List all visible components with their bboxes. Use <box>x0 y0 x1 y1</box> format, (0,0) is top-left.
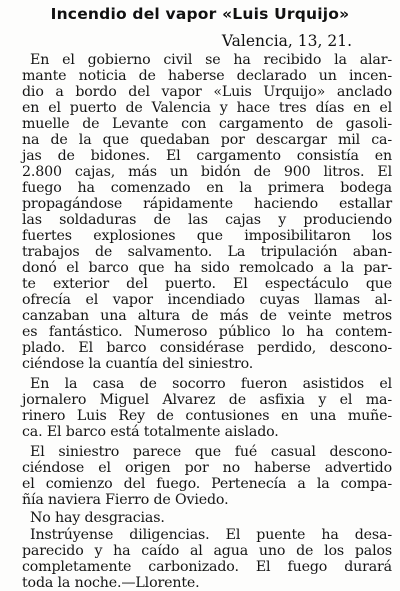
body-line: rinero Luis Rey de contusiones en una muñe- <box>22 408 392 424</box>
body-line: na de la que quedaban por descargar mil ca- <box>22 132 392 148</box>
body-line: fuego ha comenzado en la primera bodega <box>22 180 392 196</box>
body-line: ciéndose la cuantía del siniestro. <box>22 356 254 372</box>
body-line: En la casa de socorro fueron asistidos el <box>30 376 392 392</box>
body-line: ciéndose el origen por no haberse advertido <box>22 460 392 476</box>
body-line: 2.800 cajas, más un bidón de 900 litros. El <box>22 164 392 180</box>
body-line: ca. El barco está totalmente aislado. <box>22 424 279 440</box>
body-line: muelle de Levante con cargamento de gasoli- <box>22 116 392 132</box>
article-headline: Incendio del vapor «Luis Urquijo» <box>50 5 350 23</box>
body-line: el comienzo del fuego. Pertenecía a la compa- <box>22 476 392 492</box>
body-line: No hay desgracias. <box>30 510 165 526</box>
body-line: canzaban una altura de más de veinte metros <box>22 308 392 324</box>
body-line: te exterior del puerto. El espectáculo que <box>22 276 392 292</box>
body-line: trabajos de salvamento. La tripulación aban- <box>22 244 392 260</box>
body-line: es fantástico. Numeroso público lo ha contem- <box>22 324 392 340</box>
body-line: plado. El barco considérase perdido, descono- <box>22 340 392 356</box>
body-line: ofrecía el vapor incendiado cuyas llamas al- <box>22 292 392 308</box>
body-line: jornalero Miguel Alvarez de asfixia y el ma- <box>22 392 392 408</box>
body-line: jas de bidones. El cargamento consistía en <box>22 148 392 164</box>
body-line: toda la noche.—Llorente. <box>22 575 200 591</box>
body-line: El siniestro parece que fué casual descono- <box>30 444 392 460</box>
body-line: parecido y ha caído al agua uno de los palos <box>22 543 392 559</box>
body-line: ñía naviera Fierro de Oviedo. <box>22 492 229 508</box>
body-line: En el gobierno civil se ha recibido la alar- <box>30 52 392 68</box>
body-line: donó el barco que ha sido remolcado a la par- <box>22 260 392 276</box>
body-line: mante noticia de haberse declarado un incen- <box>22 68 392 84</box>
body-line: las soldaduras de las cajas y produciendo <box>22 212 392 228</box>
body-line: dio a bordo del vapor «Luis Urquijo» anclado <box>22 84 392 100</box>
body-line: en el puerto de Valencia y hace tres días en el <box>22 100 392 116</box>
body-line: Instrúyense diligencias. El puente ha desa- <box>30 527 392 543</box>
body-line: propagándose rápidamente haciendo estallar <box>22 196 392 212</box>
article-dateline: Valencia, 13, 21. <box>221 32 352 50</box>
body-line: fuertes explosiones que imposibilitaron los <box>22 228 392 244</box>
body-line: completamente carbonizado. El fuego durará <box>22 559 392 575</box>
